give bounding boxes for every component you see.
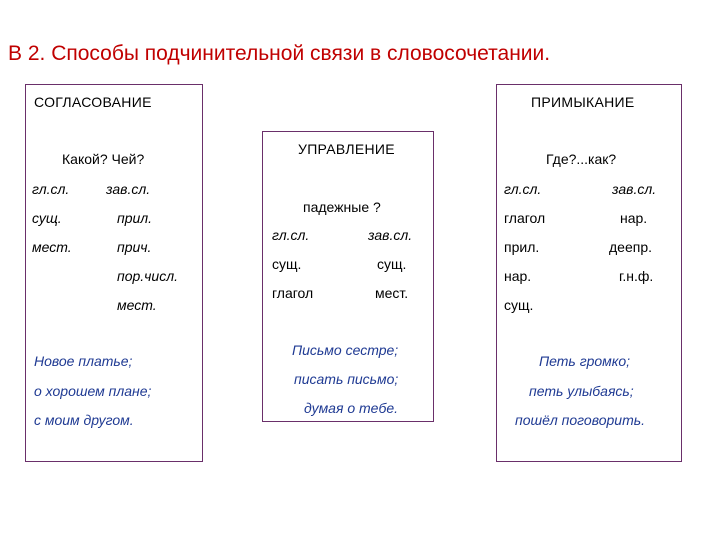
agreement-col-dep: зав.сл. (106, 181, 151, 197)
adjunction-example-2: петь улыбаясь; (529, 383, 634, 399)
agreement-col-main: гл.сл. (32, 181, 70, 197)
agreement-extra-1: пор.числ. (117, 268, 178, 284)
government-row-1-dep: сущ. (377, 256, 407, 272)
agreement-example-1: Новое платье; (34, 353, 133, 369)
page-title: В 2. Способы подчинительной связи в словосочетании. (8, 42, 551, 65)
government-header: УПРАВЛЕНИЕ (298, 141, 395, 157)
government-example-1: Письмо сестре; (292, 342, 399, 358)
adjunction-extra-1: сущ. (504, 297, 534, 313)
agreement-header: СОГЛАСОВАНИЕ (34, 94, 152, 110)
government-row-2-main: глагол (272, 285, 314, 301)
agreement-row-1-dep: прил. (117, 210, 153, 226)
adjunction-col-dep: зав.сл. (612, 181, 657, 197)
agreement-example-3: с моим другом. (34, 412, 134, 428)
adjunction-header: ПРИМЫКАНИЕ (531, 94, 635, 110)
adjunction-row-2-dep: деепр. (609, 239, 652, 255)
government-row-2-dep: мест. (375, 285, 409, 301)
adjunction-example-1: Петь громко; (539, 353, 631, 369)
adjunction-row-2-main: прил. (504, 239, 540, 255)
adjunction-row-1-dep: нар. (620, 210, 648, 226)
adjunction-question: Где?...как? (546, 151, 617, 167)
government-question: падежные ? (303, 199, 381, 215)
government-col-main: гл.сл. (272, 227, 310, 243)
adjunction-row-3-dep: г.н.ф. (619, 268, 654, 284)
adjunction-col-main: гл.сл. (504, 181, 542, 197)
government-example-2: писать письмо; (294, 371, 399, 387)
agreement-row-2-dep: прич. (117, 239, 152, 255)
agreement-row-2-main: мест. (32, 239, 72, 255)
adjunction-example-3: пошёл поговорить. (515, 412, 645, 428)
government-row-1-main: сущ. (272, 256, 302, 272)
adjunction-row-3-main: нар. (504, 268, 532, 284)
agreement-row-1-main: сущ. (32, 210, 62, 226)
adjunction-row-1-main: глагол (504, 210, 546, 226)
agreement-question: Какой? Чей? (62, 151, 145, 167)
government-col-dep: зав.сл. (368, 227, 413, 243)
agreement-extra-2: мест. (117, 297, 157, 313)
agreement-example-2: о хорошем плане; (34, 383, 152, 399)
government-example-3: думая о тебе. (304, 400, 399, 416)
